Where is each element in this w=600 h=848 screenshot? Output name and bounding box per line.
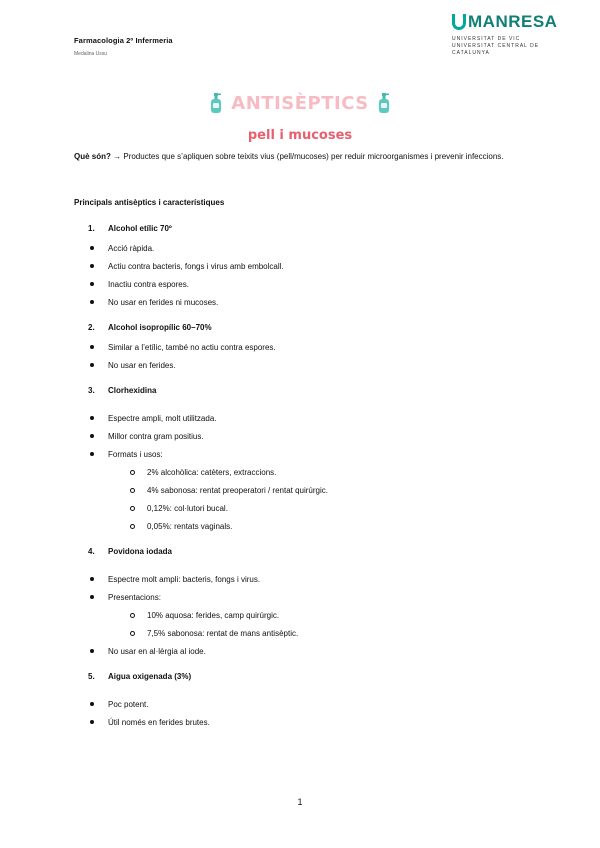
- list-item-text: Poc potent.: [108, 699, 149, 709]
- list-item: [90, 588, 544, 606]
- document-header: [74, 36, 173, 57]
- antiseptics-list: [74, 224, 544, 743]
- list-item: [90, 427, 544, 445]
- sub-list-item-text: 2% alcohòlica: catèters, extraccions.: [147, 467, 277, 477]
- bullet-icon: [90, 577, 94, 581]
- spacer: [74, 660, 544, 672]
- item-number: 1.: [88, 224, 95, 233]
- bullet-icon: [90, 264, 94, 268]
- bullet-icon: [90, 595, 94, 599]
- spacer: [74, 535, 544, 547]
- arrow-icon: →: [113, 152, 122, 161]
- sub-list-item: [130, 481, 544, 499]
- item-number: 3.: [88, 386, 95, 395]
- bullet-icon: [90, 649, 94, 653]
- antiseptic-heading: [74, 323, 544, 332]
- item-number: 5.: [88, 672, 95, 681]
- sub-list-item: [130, 499, 544, 517]
- list-item-text: Espectre ampli, molt utilitzada.: [108, 413, 217, 423]
- course-title: Farmacologia 2º Infermeria: [74, 36, 173, 45]
- item-title: Clorhexidina: [108, 386, 157, 395]
- circle-bullet-icon: [130, 488, 135, 493]
- list-item: [90, 239, 544, 257]
- sub-list-item: [130, 517, 544, 535]
- list-item-text: Inactiu contra espores.: [108, 279, 189, 289]
- section-heading: Principals antisèptics i característiques: [74, 198, 225, 207]
- bullet-icon: [90, 282, 94, 286]
- list-item: [90, 356, 544, 374]
- list-item: [90, 293, 544, 311]
- spacer: [74, 687, 544, 695]
- bullet-icon: [90, 345, 94, 349]
- bullet-icon: [90, 434, 94, 438]
- antiseptic-heading: [74, 547, 544, 556]
- sub-list-item: [130, 606, 544, 624]
- title-row: [0, 92, 600, 114]
- sub-list-item-text: 4% sabonosa: rentat preoperatori / rentat quirúrgic.: [147, 485, 328, 495]
- list-item-text: Actiu contra bacteris, fongs i virus amb embolcall.: [108, 261, 284, 271]
- logo-name: MANRESA: [468, 12, 558, 31]
- page-number: 1: [297, 797, 303, 807]
- intro-question: Què són?: [74, 152, 111, 161]
- item-number: 2.: [88, 323, 95, 332]
- bullet-icon: [90, 363, 94, 367]
- spacer: [74, 731, 544, 743]
- circle-bullet-icon: [130, 524, 135, 529]
- soap-bottle-icon: [377, 92, 391, 114]
- list-item-text: No usar en al·lèrgia al iode.: [108, 646, 206, 656]
- sub-list-item-text: 0,12%: col·lutori bucal.: [147, 503, 228, 513]
- list-item: [90, 445, 544, 463]
- list-item: [90, 570, 544, 588]
- item-title: Povidona iodada: [108, 547, 173, 556]
- circle-bullet-icon: [130, 631, 135, 636]
- spacer: [74, 374, 544, 386]
- spacer: [74, 401, 544, 409]
- antiseptic-heading: [74, 224, 544, 233]
- item-title: Alcohol isopropílic 60–70%: [108, 323, 212, 332]
- item-number: 4.: [88, 547, 95, 556]
- list-item-text: Útil només en ferides brutes.: [108, 717, 210, 727]
- u-logo-icon: [452, 14, 466, 30]
- list-item-text: No usar en ferides ni mucoses.: [108, 297, 219, 307]
- bullet-icon: [90, 246, 94, 250]
- bullet-icon: [90, 416, 94, 420]
- circle-bullet-icon: [130, 470, 135, 475]
- list-item-text: Similar a l’etílic, també no actiu contra espores.: [108, 342, 276, 352]
- list-item: [90, 642, 544, 660]
- circle-bullet-icon: [130, 506, 135, 511]
- soap-bottle-icon: [209, 92, 223, 114]
- sub-list-item-text: 10% aquosa: ferides, camp quirúrgic.: [147, 610, 280, 620]
- item-title: Alcohol etílic 70º: [108, 224, 172, 233]
- sub-list-item: [130, 624, 544, 642]
- circle-bullet-icon: [130, 613, 135, 618]
- author-name: Medalina Ussu: [74, 51, 108, 57]
- spacer: [74, 562, 544, 570]
- list-item: [90, 275, 544, 293]
- sub-list-item-text: 7,5% sabonosa: rentat de mans antisèptic.: [147, 628, 299, 638]
- list-item-text: Presentacions:: [108, 592, 161, 602]
- list-item: [90, 409, 544, 427]
- antiseptic-heading: [74, 672, 544, 681]
- bullet-icon: [90, 452, 94, 456]
- list-item-text: Millor contra gram positius.: [108, 431, 204, 441]
- bullet-icon: [90, 702, 94, 706]
- item-title: Aigua oxigenada (3%): [108, 672, 192, 681]
- list-item: [90, 713, 544, 731]
- list-item-text: Acció ràpida.: [108, 243, 155, 253]
- university-logo: [452, 12, 564, 57]
- page-subtitle: pell i mucoses: [247, 128, 353, 143]
- bullet-icon: [90, 720, 94, 724]
- spacer: [74, 311, 544, 323]
- list-item: [90, 338, 544, 356]
- logo-line1: UNIVERSITAT DE VIC: [452, 36, 521, 42]
- bullet-icon: [90, 300, 94, 304]
- logo-line2: UNIVERSITAT CENTRAL DE CATALUNYA: [452, 43, 540, 56]
- sub-list-item: [130, 463, 544, 481]
- intro-text: Productes que s’apliquen sobre teixits vius (pell/mucoses) per reduir microorganismes i prevenir infeccions.: [123, 152, 504, 161]
- list-item: [90, 257, 544, 275]
- page-title: ANTISÈPTICS: [231, 92, 369, 114]
- intro-paragraph: [74, 148, 534, 166]
- sub-list-item-text: 0,05%: rentats vaginals.: [147, 521, 233, 531]
- list-item-text: Formats i usos:: [108, 449, 163, 459]
- list-item-text: Espectre molt ampli: bacteris, fongs i virus.: [108, 574, 261, 584]
- list-item-text: No usar en ferides.: [108, 360, 176, 370]
- antiseptic-heading: [74, 386, 544, 395]
- list-item: [90, 695, 544, 713]
